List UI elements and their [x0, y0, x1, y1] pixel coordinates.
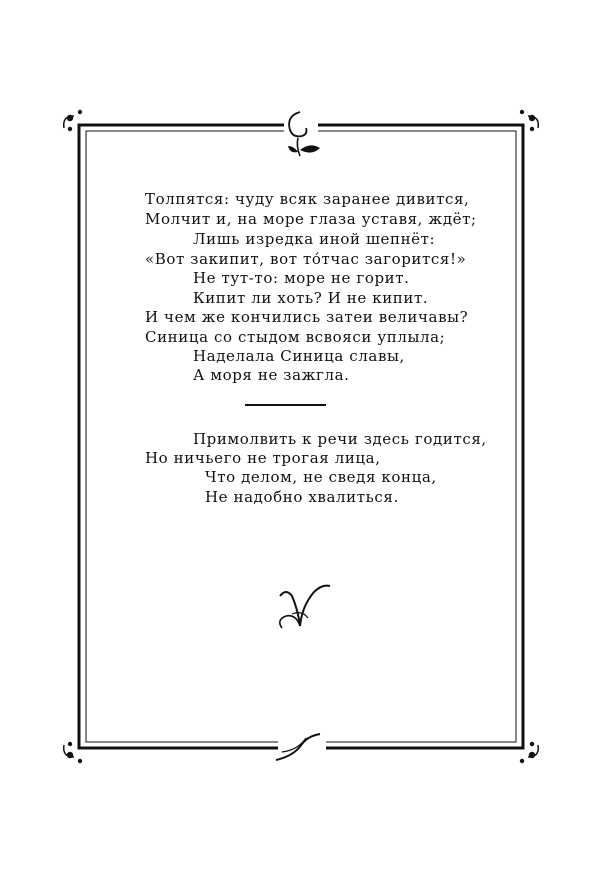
poem-line: «Вот закипит, вот то́тчас загорится!» — [145, 250, 467, 268]
poem-line: Наделала Синица славы, — [193, 347, 405, 365]
poem-line: Лишь изредка иной шепнёт: — [193, 230, 436, 248]
poem-line: Кипит ли хоть? И не кипит. — [193, 289, 429, 307]
poem-line: А моря не зажгла. — [193, 366, 350, 384]
poem-line: Не тут-то: море не горит. — [193, 269, 410, 287]
moral-line: Что делом, не сведя конца, — [205, 468, 437, 486]
moral-line: Но ничьего не трогая лица, — [145, 449, 381, 467]
moral-line: Примолвить к речи здесь годится, — [193, 430, 487, 448]
poem-line: Синица со стыдом всвояси уплыла; — [145, 328, 446, 346]
section-divider — [245, 404, 326, 406]
poem-line: Толпятся: чуду всяк заранее дивится, — [145, 190, 470, 208]
poem-line: Молчит и, на море глаза уставя, ждёт; — [145, 210, 477, 228]
poem-line: И чем же кончились затеи величавы? — [145, 308, 469, 326]
moral-line: Не надобно хвалиться. — [205, 488, 399, 506]
